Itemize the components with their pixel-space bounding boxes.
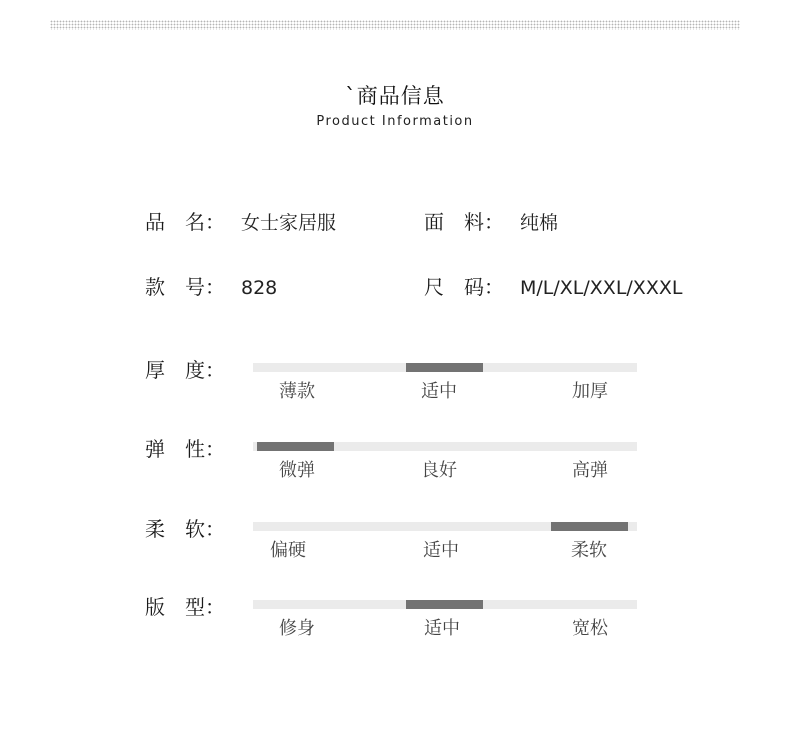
style-label: 款 号： [145, 275, 225, 299]
scale-track [253, 363, 637, 372]
name-label: 品 名： [145, 210, 225, 234]
info-size [424, 271, 682, 300]
attr-label: 弹 性： [145, 437, 225, 461]
attr-label: 厚 度： [145, 358, 225, 382]
scale-option: 微弹 [279, 460, 315, 481]
fabric-value: 纯棉 [520, 212, 559, 234]
scale-option: 柔软 [571, 540, 607, 561]
scale-option: 薄款 [279, 381, 315, 402]
scale-indicator [406, 600, 483, 609]
scale-option: 宽松 [572, 618, 608, 639]
dotted-divider [50, 20, 740, 30]
info-fabric [424, 206, 558, 235]
scale-indicator [551, 522, 628, 531]
scale-option: 适中 [423, 540, 459, 561]
scale-option: 加厚 [572, 381, 608, 402]
info-style [145, 271, 277, 300]
scale-track [253, 522, 637, 531]
scale-indicator [406, 363, 483, 372]
scale-track [253, 442, 637, 451]
scale-option: 修身 [279, 618, 315, 639]
info-name [145, 206, 336, 235]
name-value: 女士家居服 [241, 212, 337, 234]
fabric-label: 面 料： [424, 210, 504, 234]
section-title: `商品信息 [345, 84, 445, 108]
attr-label: 版 型： [145, 595, 225, 619]
attr-label: 柔 软： [145, 517, 225, 541]
scale-option: 偏硬 [270, 540, 306, 561]
section-subtitle: Product Information [316, 114, 474, 129]
scale-option: 良好 [421, 460, 457, 481]
scale-indicator [257, 442, 334, 451]
scale-option: 适中 [424, 618, 460, 639]
size-label: 尺 码： [424, 275, 504, 299]
style-value: 828 [241, 277, 278, 299]
scale-option: 适中 [421, 381, 457, 402]
scale-track [253, 600, 637, 609]
scale-option: 高弹 [572, 460, 608, 481]
size-value: M/L/XL/XXL/XXXL [520, 277, 683, 299]
